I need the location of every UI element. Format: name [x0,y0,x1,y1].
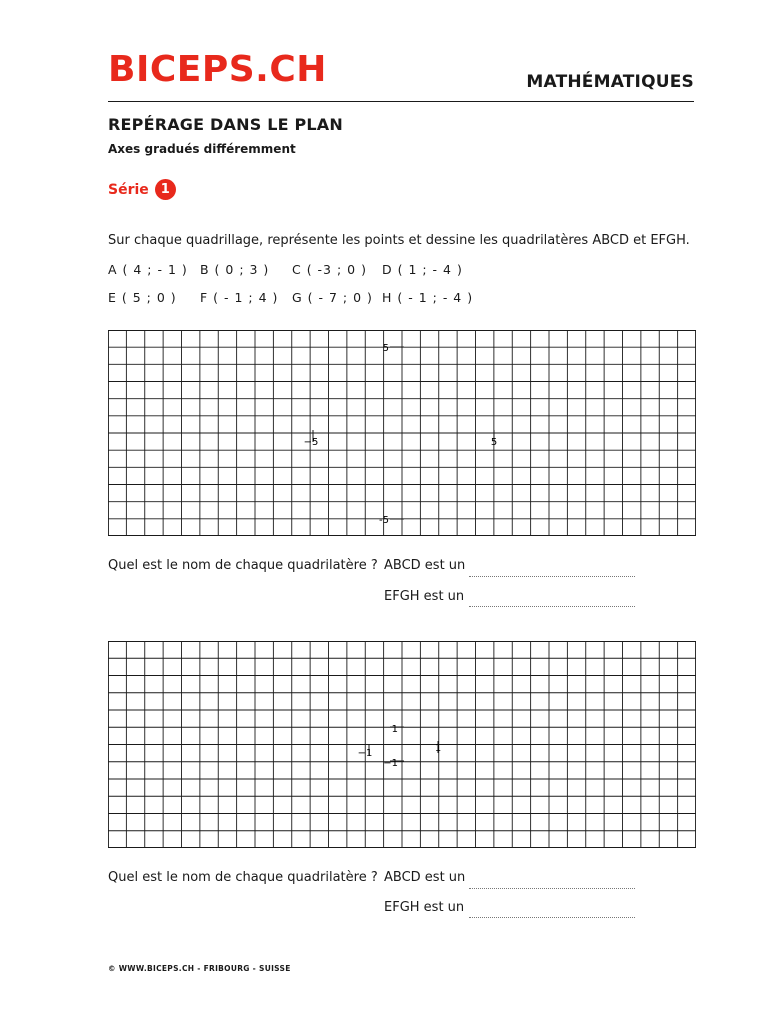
question-1-abcd-label: ABCD est un [384,558,466,573]
question-1-efgh-answer[interactable] [469,605,635,607]
subject-title: MATHÉMATIQUES [526,72,694,92]
y-label-top: 1 [391,724,398,735]
serie-heading [108,179,176,200]
point-h: H ( - 1 ; - 4 ) [382,290,474,305]
point-c: C ( -3 ; 0 ) [292,262,367,277]
point-b: B ( 0 ; 3 ) [200,262,270,277]
question-2-prompt: Quel est le nom de chaque quadrilatère ? [108,870,378,885]
question-2-efgh-answer[interactable] [469,916,635,918]
question-2-efgh-label: EFGH est un [384,900,465,915]
point-e: E ( 5 ; 0 ) [108,290,177,305]
coordinate-grid-1[interactable] [108,330,696,536]
y-label-bottom: −1 [383,758,398,769]
question-1-abcd-answer[interactable] [469,575,635,577]
x-label-left: −1 [357,748,373,759]
worksheet-subtitle: Axes gradués différemment [108,142,296,156]
instruction-text: Sur chaque quadrillage, représente les points et dessine les quadrilatères ABCD et EFGH. [108,233,690,248]
x-label-right: 5 [490,437,498,448]
serie-label: Série [108,181,149,198]
point-d: D ( 1 ; - 4 ) [382,262,463,277]
footer-copyright: © WWW.BICEPS.CH - FRIBOURG - SUISSE [108,964,291,973]
x-label-right: 1 [434,743,442,754]
point-g: G ( - 7 ; 0 ) [292,290,373,305]
worksheet-title: REPÉRAGE DANS LE PLAN [108,115,343,134]
x-label-left: −5 [303,437,319,448]
y-label-top: 5 [382,343,389,354]
question-2-abcd-answer[interactable] [469,887,635,889]
grid-lines [108,330,696,536]
biceps-logo: BICEPS.CH [108,49,327,90]
y-label-bottom: -5 [379,515,389,526]
question-1-efgh-label: EFGH est un [384,589,465,604]
grid-lines [108,641,696,848]
question-1-prompt: Quel est le nom de chaque quadrilatère ? [108,558,378,573]
points-row-2 [108,290,473,305]
points-row-1 [108,262,463,277]
serie-number-badge: 1 [155,179,176,200]
question-2-abcd-label: ABCD est un [384,870,466,885]
point-a: A ( 4 ; - 1 ) [108,262,188,277]
point-f: F ( - 1 ; 4 ) [200,290,279,305]
header-divider [108,101,694,102]
coordinate-grid-2[interactable] [108,641,696,848]
